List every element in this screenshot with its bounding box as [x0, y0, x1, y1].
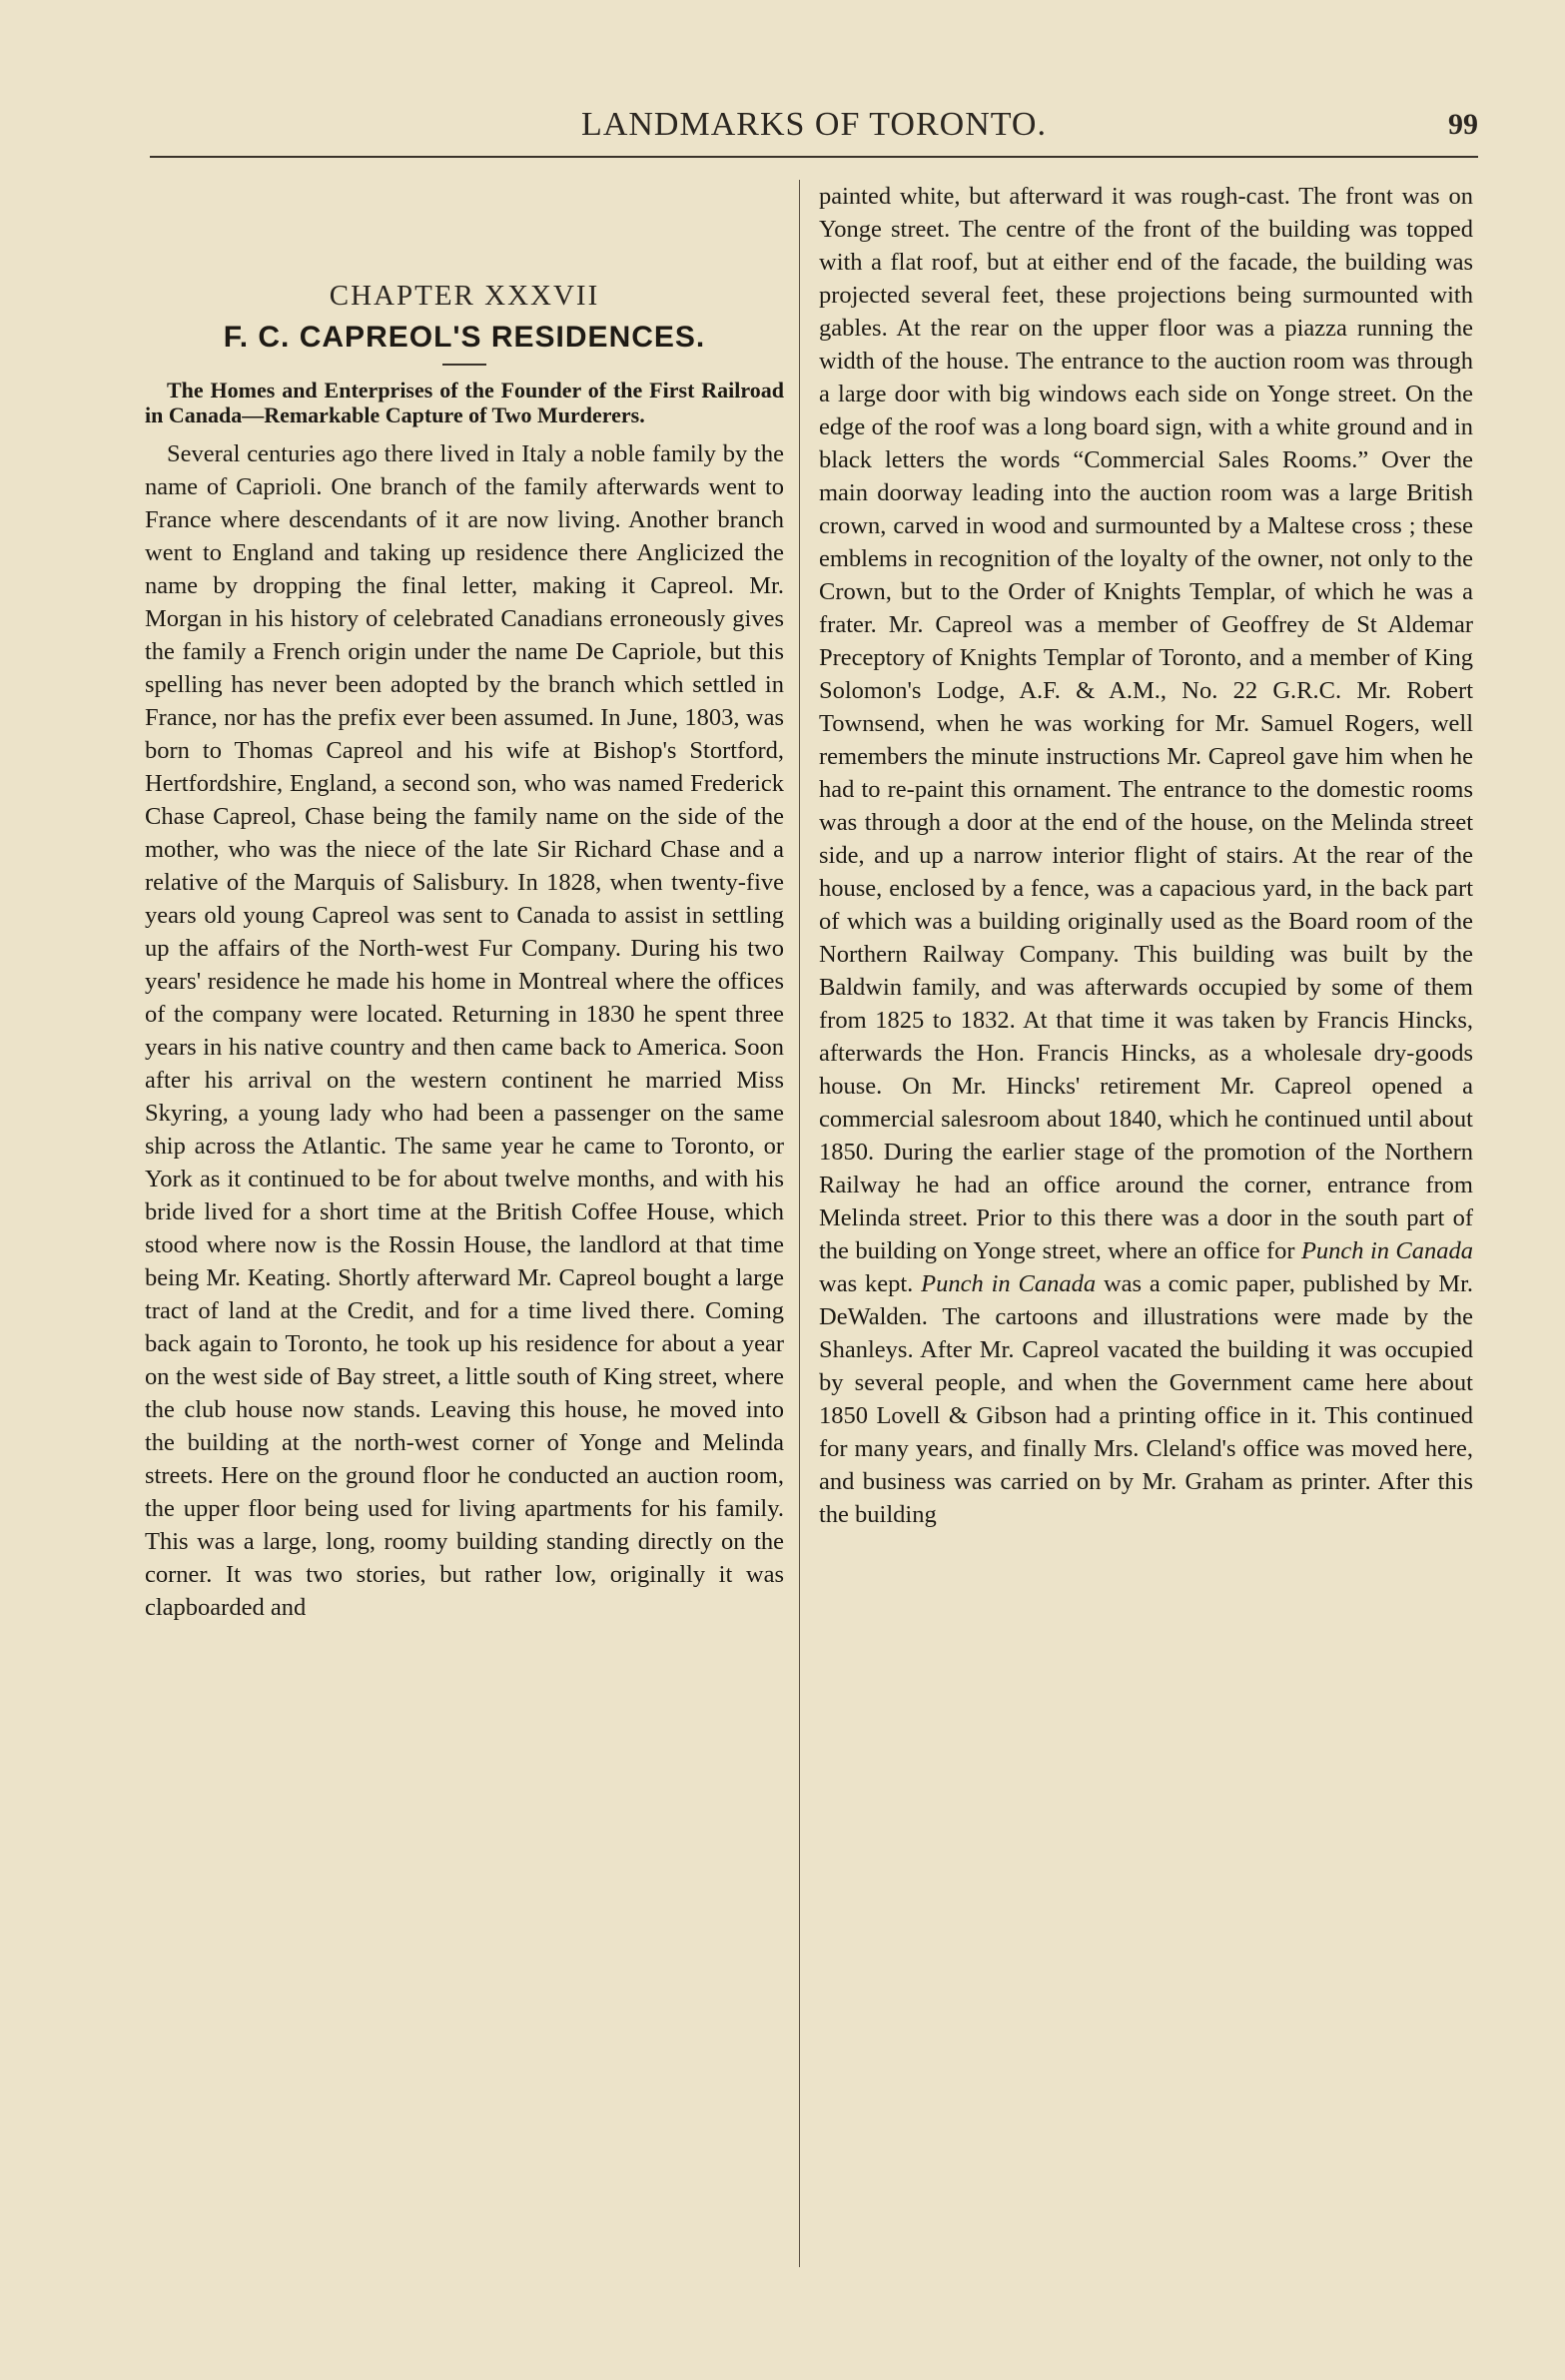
- right-text-part-1: painted white, but afterward it was rough-cast. The front was on Yonge street. The centre of the front of the building was topped with a flat roof, but at either end of the facade, the building was projected several feet, these projections being surmounted with gables. At the rear on the upper floor was a piazza running the width of the house. The entrance to the auction room was through a large door with big windows each side on Yonge street. On the edge of the roof was a long board sign, with a white ground and in black letters the words “Commercial Sales Rooms.” Over the main doorway leading into the auction room was a large British crown, carved in wood and surmounted by a Maltese cross ; these emblems in recognition of the loyalty of the owner, not only to the Crown, but to the Order of Knights Templar, of which he was a frater. Mr. Capreol was a member of Geoffrey de St Aldemar Preceptory of Knights Templar of Toronto, and a member of King Solomon's Lodge, A.F. & A.M., No. 22 G.R.C. Mr. Robert Townsend, when he was working for Mr. Samuel Rogers, well remembers the minute instructions Mr. Capreol gave him when he had to re-paint this ornament. The entrance to the domestic rooms was through a door at the end of the house, on the Melinda street side, and up a narrow interior flight of stairs. At the rear of the house, enclosed by a fence, was a capacious yard, in the back part of which was a building originally used as the Board room of the Northern Railway Company. This building was built by the Baldwin family, and was afterwards occupied by some of them from 1825 to 1832. At that time it was taken by Francis Hincks, afterwards the Hon. Francis Hincks, as a wholesale dry-goods house. On Mr. Hincks' retirement Mr. Capreol opened a commercial salesroom about 1840, which he continued until about 1850. During the earlier stage of the promotion of the Northern Railway he had an office around the corner, entrance from Melinda street. Prior to this there was a door in the south part of the building on Yonge street, where an office for: [819, 183, 1473, 1264]
- chapter-title: F. C. CAPREOL'S RESIDENCES.: [223, 321, 706, 354]
- chapter-number: CHAPTER XXXVII: [329, 280, 600, 312]
- page-number: 99: [1448, 108, 1478, 141]
- column-divider: [799, 180, 800, 2267]
- right-column: [819, 180, 1473, 1531]
- right-column-paragraph: [819, 180, 1473, 1531]
- header-rule: [150, 156, 1478, 158]
- right-text-part-2: was kept.: [819, 1270, 914, 1297]
- punch-title-2: Punch in Canada: [921, 1270, 1097, 1297]
- right-text-part-3: was a comic paper, published by Mr. DeWalden. The cartoons and illustrations were made by the Shanleys. After Mr. Capreol vacated the building it was occupied by several people, and when the Government came here about 1850 Lovell & Gibson had a printing office in it. This continued for many years, and finally Mrs. Cleland's office was moved here, and business was carried on by Mr. Graham as printer. After this the building: [819, 1270, 1473, 1528]
- running-head: [150, 100, 1478, 152]
- title-rule: [442, 364, 486, 366]
- left-column-paragraph: Several centuries ago there lived in Italy a noble family by the name of Caprioli. One branch of the family afterwards went to France where descendants of it are now living. Another branch went to England and taking up residence there Anglicized the name by dropping the final letter, making it Capreol. Mr. Morgan in his history of celebrated Canadians erroneously gives the family a French origin under the name De Capriole, but this spelling has never been adopted by the branch which settled in France, nor has the prefix ever been assumed. In June, 1803, was born to Thomas Capreol and his wife at Bishop's Stortford, Hertfordshire, England, a second son, who was named Frederick Chase Capreol, Chase being the family name on the side of the mother, who was the niece of the late Sir Richard Chase and a relative of the Marquis of Salisbury. In 1828, when twenty-five years old young Capreol was sent to Canada to assist in settling up the affairs of the North-west Fur Company. During his two years' residence he made his home in Montreal where the offices of the company were located. Returning in 1830 he spent three years in his native country and then came back to America. Soon after his arrival on the western continent he married Miss Skyring, a young lady who had been a passenger on the same ship across the Atlantic. The same year he came to Toronto, or York as it continued to be for about twelve months, and with his bride lived for a short time at the British Coffee House, which stood where now is the Rossin House, the landlord at that time being Mr. Keating. Shortly afterward Mr. Capreol bought a large tract of land at the Credit, and for a time lived there. Coming back again to Toronto, he took up his residence for about a year on the west side of Bay street, a little south of King street, where the club house now stands. Leaving this house, he moved into the building at the north-west corner of Yonge and Melinda streets. Here on the ground floor he conducted an auction room, the upper floor being used for living apartments for his family. This was a large, long, roomy building standing directly on the corner. It was two stories, but rather low, originally it was clapboarded and: [145, 440, 784, 1621]
- left-column: [145, 180, 784, 1624]
- chapter-subtitle: The Homes and Enterprises of the Founder of the First Railroad in Canada—Remarkable Capture of Two Murderers.: [145, 378, 784, 427]
- punch-title-1: Punch in Canada: [1300, 1237, 1473, 1264]
- running-title: LANDMARKS OF TORONTO.: [581, 106, 1047, 143]
